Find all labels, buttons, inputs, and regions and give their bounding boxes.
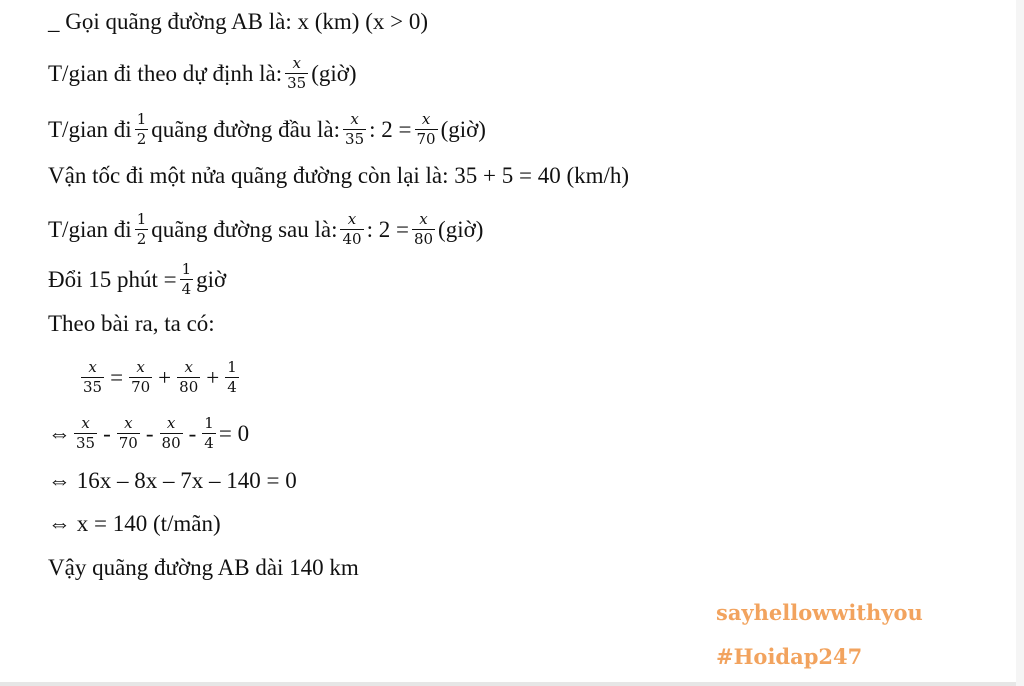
watermark-username: sayhellowwithyou	[716, 600, 923, 625]
line-equation-rearranged: ⇔ $\frac{x}{35}$ - $\frac{x}{70}$ - $\frac{x}{80}$ - $\frac{1}{4}$ = 0	[48, 414, 250, 452]
right-border	[1016, 0, 1024, 686]
line-convert-minutes: Đổi 15 phút = $\frac{1}{4}$ giờ	[48, 260, 227, 298]
fraction-x-80: $\frac{x}{80}$	[179, 358, 199, 396]
line-equation: $\frac{x}{35}$ = $\frac{x}{70}$ + $\frac{x}{80}$ + $\frac{1}{4}$	[83, 358, 237, 396]
fraction-x-70: $\frac{x}{70}$	[118, 414, 138, 452]
line-planned-time: T/gian đi theo dự định là: $\frac{x}{35}$ (giờ)	[48, 54, 357, 92]
fraction-x-35: $\frac{x}{35}$	[287, 54, 307, 92]
line-solution: ⇔ x = 140 (t/mãn)	[48, 511, 221, 536]
fraction-x-35: $\frac{x}{35}$	[83, 358, 103, 396]
line-setup: Theo bài ra, ta có:	[48, 311, 215, 336]
fraction-1-4: $\frac{1}{4}$	[204, 414, 214, 452]
fraction-x-35: $\frac{x}{35}$	[76, 414, 96, 452]
fraction-1-4: $\frac{1}{4}$	[181, 260, 192, 298]
watermark-hashtag: #Hoidap247	[716, 644, 863, 669]
fraction-x-70: $\frac{x}{70}$	[131, 358, 151, 396]
line-define-variable: _ Gọi quãng đường AB là: x (km) (x > 0)	[48, 9, 429, 34]
fraction-x-80: $\frac{x}{80}$	[413, 210, 434, 248]
fraction-half: $\frac{1}{2}$	[136, 110, 147, 148]
line-simplified: ⇔ 16x – 8x – 7x – 140 = 0	[48, 468, 297, 493]
fraction-1-4: $\frac{1}{4}$	[227, 358, 237, 396]
line-first-half-time: T/gian đi $\frac{1}{2}$ quãng đường đầu là: $\frac{x}{35}$ : 2 = $\frac{x}{70}$ (giờ)	[48, 110, 486, 148]
line-conclusion: Vậy quãng đường AB dài 140 km	[48, 555, 359, 580]
fraction-x-80: $\frac{x}{80}$	[161, 414, 181, 452]
bottom-border	[0, 682, 1024, 686]
fraction-x-35: $\frac{x}{35}$	[345, 110, 365, 148]
fraction-x-40: $\frac{x}{40}$	[342, 210, 362, 248]
fraction-half: $\frac{1}{2}$	[136, 210, 147, 248]
line-remaining-speed: Vận tốc đi một nửa quãng đường còn lại là: 35 + 5 = 40 (km/h)	[48, 163, 630, 188]
fraction-x-70: $\frac{x}{70}$	[416, 110, 436, 148]
line-second-half-time: T/gian đi $\frac{1}{2}$ quãng đường sau là: $\frac{x}{40}$ : 2 = $\frac{x}{80}$ (giờ)	[48, 210, 484, 248]
